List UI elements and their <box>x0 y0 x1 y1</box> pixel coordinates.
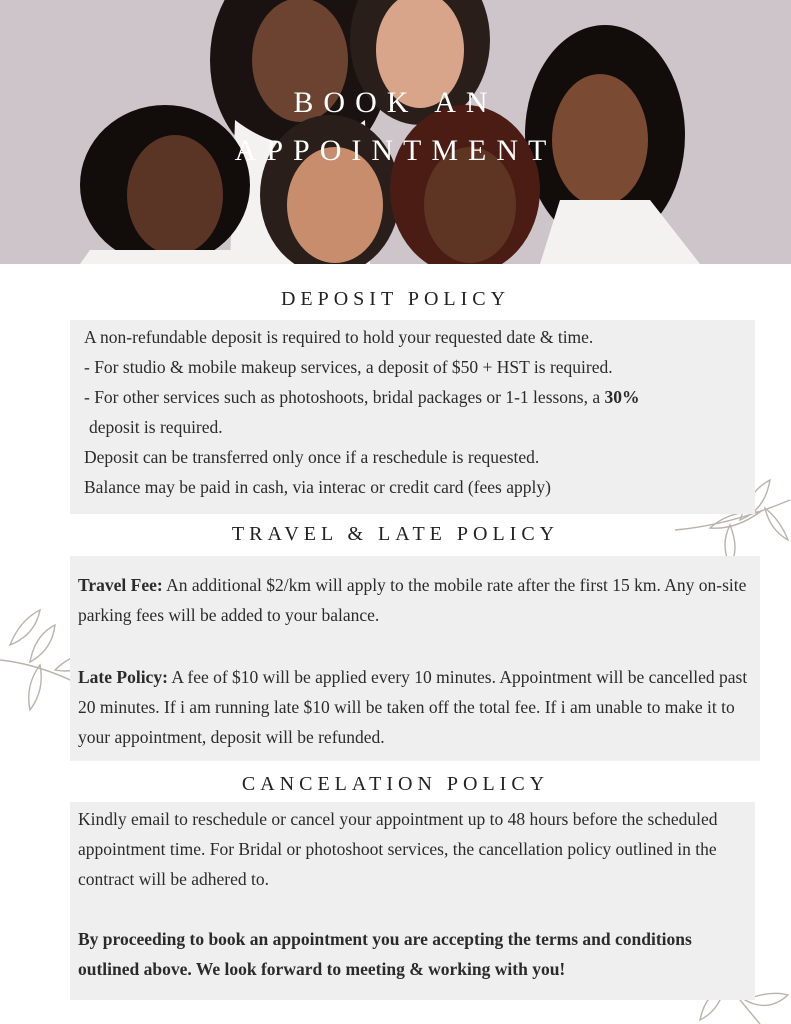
hero-banner <box>0 0 791 264</box>
deposit-line: deposit is required. <box>89 417 223 437</box>
cancelation-policy-panel <box>70 802 755 1000</box>
terms-acceptance-paragraph: By proceeding to book an appointment you are accepting the terms and conditions outlined above. We look forward to meeting & working with you! <box>78 929 692 979</box>
deposit-line: Deposit can be transferred only once if a reschedule is requested. <box>84 447 540 467</box>
cancelation-policy-heading: CANCELATION POLICY <box>241 773 550 795</box>
deposit-line: - For studio & mobile makeup services, a deposit of $50 + HST is required. <box>84 357 613 377</box>
hero-title-line-2: APPOINTMENT <box>234 134 557 167</box>
deposit-line: Balance may be paid in cash, via interac or credit card (fees apply) <box>84 477 551 497</box>
travel-fee-text: An additional $2/km will apply to the mobile rate after the first 15 km. Any on-site parking fees will be added to your balance. <box>78 575 747 625</box>
cancelation-paragraph: Kindly email to reschedule or cancel your appointment up to 48 hours before the scheduled appointment time. For Bridal or photoshoot services, the cancellation policy outlined in the contract will be adhered to. <box>78 809 718 889</box>
travel-late-policy-heading: TRAVEL & LATE POLICY <box>231 523 560 545</box>
deposit-policy-heading: DEPOSIT POLICY <box>280 288 511 310</box>
deposit-line-text: - For other services such as photoshoots, bridal packages or 1-1 lessons, a <box>84 387 605 407</box>
travel-late-policy-panel <box>70 556 760 761</box>
travel-fee-label: Travel Fee: <box>78 575 163 595</box>
hero-photo <box>0 0 791 264</box>
late-policy-text: A fee of $10 will be applied every 10 minutes. Appointment will be cancelled past 20 minutes. If i am running late $10 will be taken off the total fee. If i am unable to make it to your appointment, deposit will be refunded. <box>78 667 748 747</box>
deposit-line: A non-refundable deposit is required to hold your requested date & time. <box>84 327 594 347</box>
deposit-line <box>84 382 755 412</box>
late-policy-label: Late Policy: <box>78 667 168 687</box>
deposit-percentage: 30% <box>604 387 640 407</box>
hero-title-line-1: BOOK AN <box>293 86 498 119</box>
deposit-policy-panel <box>70 320 755 514</box>
travel-fee-paragraph <box>78 570 760 630</box>
late-policy-paragraph <box>78 662 760 752</box>
